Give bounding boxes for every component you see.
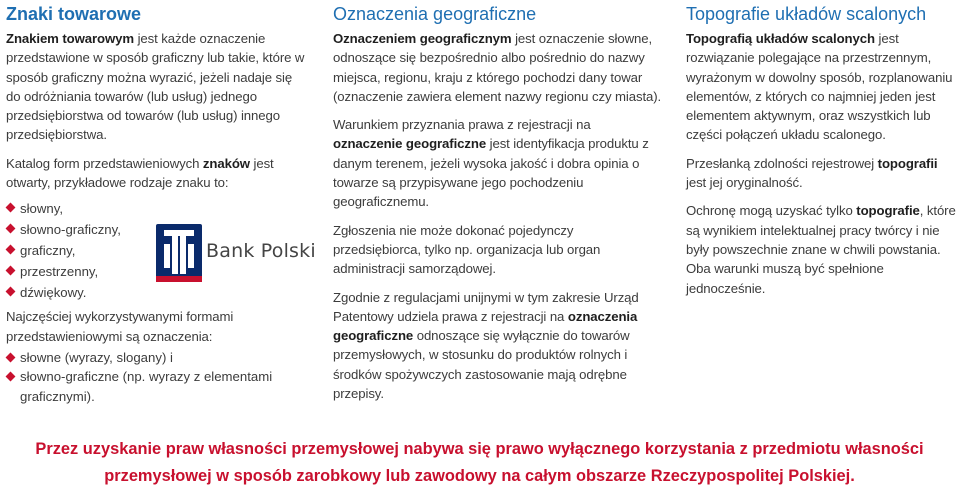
list-item: przestrzenny, xyxy=(6,261,306,282)
geo-eu-regulation: Zgodnie z regulacjami unijnymi w tym zakresie Urząd Patentowy udziela prawa z rejestracji na oznaczenia geograficzne odnoszące się wyłącznie do towarów przemysłowych, w stosunku do produktów rolnych i środków spożywczych zastosowanie mają odrębne przepisy. xyxy=(333,289,639,402)
list-item: graficzny, xyxy=(6,240,306,261)
geo-applicant: Zgłoszenia nie może dokonać pojedynczy przedsiębiorca, tylko np. organizacja lub organ administracji samorządowej. xyxy=(333,222,601,277)
footer-statement: Przez uzyskanie praw własności przemysłowej nabywa się prawo wyłącznego korzystania z przedmiotu własności przemysłowej w sposób zarobkowy lub zawodowy na całym obszarze Rzeczypospolitej Polskiej. xyxy=(35,440,924,485)
trademarks-common-forms: Najczęściej wykorzystywanymi formami przedstawieniowymi są oznaczenia: xyxy=(6,309,234,344)
list-item: dźwiękowy. xyxy=(6,282,306,303)
geographical-indications-column xyxy=(333,0,663,403)
bank-polski-logo xyxy=(156,218,316,290)
pko-emblem-icon xyxy=(156,224,202,282)
topographies-condition: Przesłanką zdolności rejestrowej topografii jest jej oryginalność. xyxy=(686,155,938,191)
trademarks-definition: Znakiem towarowym jest każde oznaczenie przedstawione w sposób graficzny lub takie, które w sposób graficzny można wyrazić, jeżeli nadaje się do odróżniania towarów (lub usług) jednego przedsiębiorstwa od towarów (lub usług) innego przedsiębiorstwa. xyxy=(6,31,305,143)
common-forms-list xyxy=(6,348,306,407)
bullet-diamond-icon xyxy=(6,224,16,234)
topographies-column xyxy=(686,0,956,298)
bullet-diamond-icon xyxy=(6,287,16,297)
topographies-protection: Ochronę mogą uzyskać tylko topografie, które są wynikiem intelektualnej pracy twórcy i nie były powszechnie znane w chwili powstania. Oba warunki muszą być spełnione jednocześnie. xyxy=(686,203,956,296)
bullet-diamond-icon xyxy=(6,372,16,382)
bullet-diamond-icon xyxy=(6,245,16,255)
list-item: słowne (wyrazy, slogany) i xyxy=(6,348,306,368)
logo-text: Bank Polski xyxy=(206,240,316,262)
bullet-diamond-icon xyxy=(6,266,16,276)
topographies-heading: Topografie układów scalonych xyxy=(686,4,927,24)
geo-heading: Oznaczenia geograficzne xyxy=(333,4,537,24)
trademarks-heading: Znaki towarowe xyxy=(6,4,142,24)
list-item: słowno-graficzny, xyxy=(6,219,306,240)
bullet-diamond-icon xyxy=(6,203,16,213)
geo-definition: Oznaczeniem geograficznym jest oznaczenie słowne, odnoszące się bezpośrednio albo pośrednio do nazwy miejsca, regionu, kraju z którego pochodzi dany towar (oznaczenie zawiera element nazwy regionu czy miasta). xyxy=(333,31,662,104)
geo-condition: Warunkiem przyznania prawa z rejestracji na oznaczenie geograficzne jest identyfikacja produktu z danym terenem, jeżeli wysoka jakość i dobra opinia o towarze są przypisywane jego pochodzeniu geograficznemu. xyxy=(333,117,649,210)
trademarks-catalog-text: Katalog form przedstawieniowych znaków jest otwarty, przykładowe rodzaje znaku to: xyxy=(6,155,274,191)
trademarks-column xyxy=(6,0,306,406)
topographies-definition: Topografią układów scalonych jest rozwiązanie polegające na przestrzennym, wyrażonym w dowolny sposób, rozplanowaniu elementów, z których co najmniej jeden jest elementem aktywnym, oraz wszystkich lub części połączeń układu scalonego. xyxy=(686,31,953,143)
bullet-diamond-icon xyxy=(6,353,16,363)
list-item: słowny, xyxy=(6,198,306,219)
list-item: słowno-graficzne (np. wyrazy z elementami graficznymi). xyxy=(6,367,306,406)
